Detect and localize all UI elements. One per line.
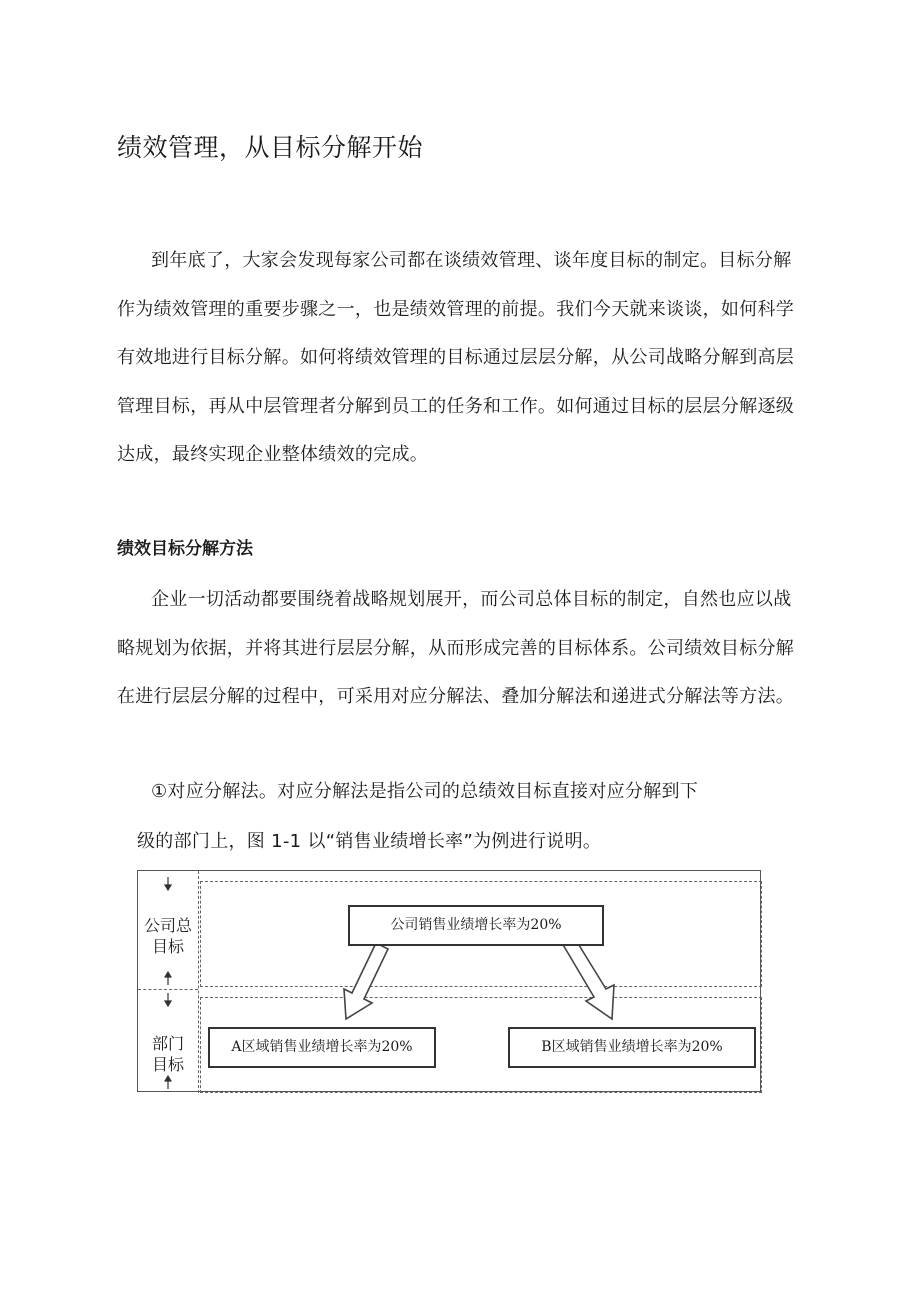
article-title: 绩效管理，从目标分解开始 xyxy=(117,133,424,162)
section-heading: 绩效目标分解方法 xyxy=(117,539,253,559)
method-paragraph xyxy=(117,768,807,817)
intro-paragraph xyxy=(117,237,807,480)
company-goal-label-line1: 公司总 xyxy=(143,916,192,935)
region-a-target-box: A区域销售业绩增长率为20% xyxy=(208,1027,436,1068)
marker-arrow-down-icon xyxy=(165,1001,171,1006)
method-text: ①对应分解法。对应分解法是指公司的总绩效目标直接对应分解到下 xyxy=(151,781,699,802)
section-paragraph xyxy=(117,576,807,722)
marker-arrow-up-icon xyxy=(165,1076,171,1081)
marker-arrow-down-icon xyxy=(165,885,171,890)
department-goal-label-line1: 部门 xyxy=(151,1034,184,1053)
section-text: 企业一切活动都要围绕着战略规划展开，而公司总体目标的制定，自然也应以战略规划为依据，并将其进行层层分解，从而形成完善的目标体系。公司绩效目标分解在进行层层分解的过程中，可采用对应分解法、叠加分解法和递进式分解法等方法。 xyxy=(117,589,795,707)
arrow-to-a-icon xyxy=(344,943,388,1019)
marker-arrow-up-icon xyxy=(165,972,171,977)
company-target-box: 公司销售业绩增长率为20% xyxy=(348,905,604,946)
diagram-frame xyxy=(137,870,761,1092)
intro-text: 到年底了，大家会发现每家公司都在谈绩效管理、谈年度目标的制定。目标分解作为绩效管理的重要步骤之一，也是绩效管理的前提。我们今天就来谈谈，如何科学有效地进行目标分解。如何将绩效管理的目标通过层层分解，从公司战略分解到高层管理目标，再从中层管理者分解到员工的任务和工作。如何通过目标的层层分解逐级达成，最终实现企业整体绩效的完成。 xyxy=(117,250,795,465)
figure-caption: 级的部门上，图 1-1 以“销售业绩增长率”为例进行说明。 xyxy=(137,831,602,852)
company-goal-label-line2: 目标 xyxy=(151,937,184,956)
region-b-target-box: B区域销售业绩增长率为20% xyxy=(508,1027,756,1068)
dimension-markers xyxy=(165,877,171,1089)
department-goal-label-line2: 目标 xyxy=(151,1055,184,1074)
decomposition-diagram xyxy=(137,866,765,1096)
arrow-to-b-icon xyxy=(562,937,614,1019)
